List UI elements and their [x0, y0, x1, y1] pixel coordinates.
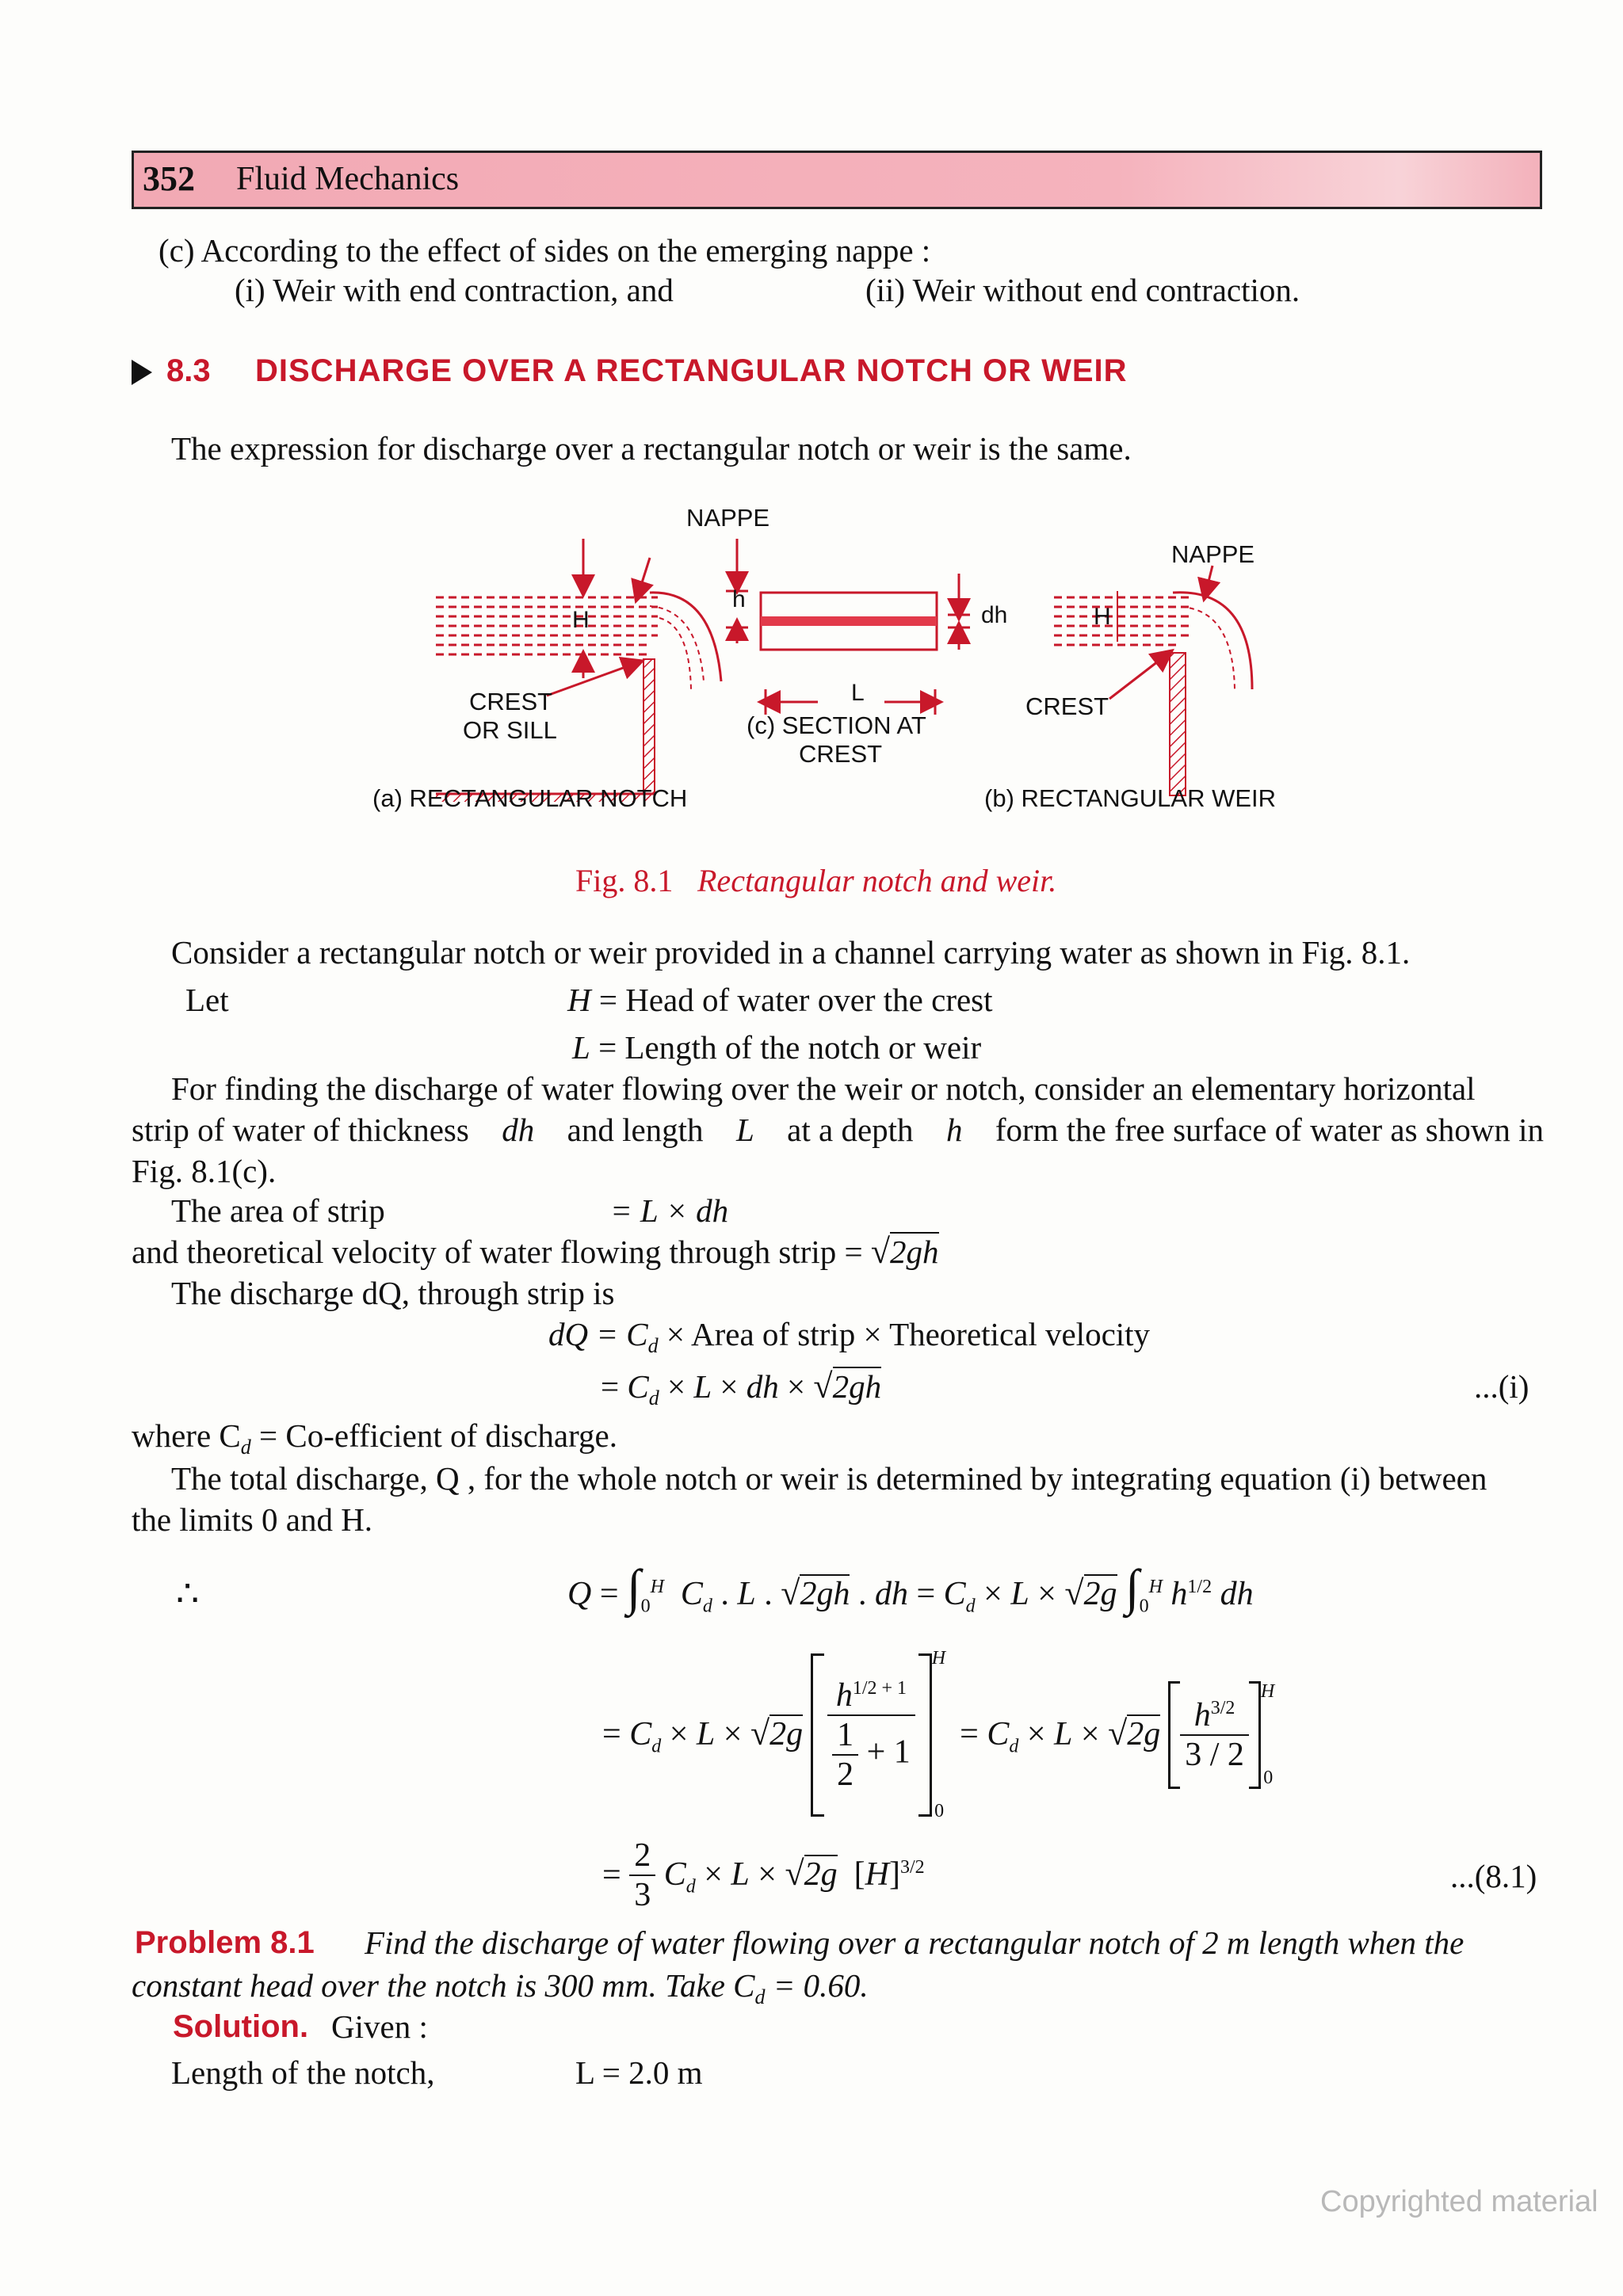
length-value: L = 2.0 m — [575, 2054, 703, 2091]
paragraph-1: Consider a rectangular notch or weir provided in a channel carrying water as shown in Fig. 8.1. — [171, 934, 1411, 971]
label-nappe-b: NAPPE — [1171, 540, 1255, 568]
notch-nappe-upper — [650, 593, 721, 681]
label-dh: dh — [981, 602, 1008, 628]
integral-equation-2: = $C_d \times L \times √2g$ $h^{1/2 + 1}$ $\frac{1}{2}$ + 1 H 0 = $C_d \times L \times √2g$ $\frac{h^{3/2}}{3 / 2}$ H 0 — [602, 1648, 1275, 1821]
section-strip — [761, 616, 937, 626]
label-h: h — [732, 586, 746, 612]
caption-b: (b) RECTANGULAR WEIR — [984, 784, 1277, 812]
let-label: Let — [185, 982, 229, 1018]
equation-8-1: = $\frac{2}{3}$ $C_d \times L \times √2g$ $[H]^{3/2}$ — [602, 1837, 925, 1913]
section-number: 8.3 — [166, 353, 211, 388]
weir-wall — [1170, 653, 1186, 795]
area-equation: = L × dh — [610, 1192, 729, 1229]
velocity-text: and theoretical velocity of water flowing through strip = — [132, 1234, 863, 1270]
equation-tag-8-1: ...(8.1) — [1450, 1858, 1537, 1894]
list-item-ii: (ii) Weir without end contraction. — [865, 272, 1300, 308]
where-rest: = Co-efficient of discharge. — [250, 1417, 617, 1454]
therefore-symbol: ∴ — [176, 1573, 200, 1614]
paragraph-2-line2: strip of water of thickness dh and length L at a depth h form the free surface of water as shown in — [132, 1112, 1544, 1148]
where-text: where C — [132, 1417, 241, 1454]
dq-equation-rhs: × Area of strip × Theoretical velocity — [658, 1316, 1151, 1352]
notch-wall — [643, 659, 655, 794]
problem-text-line2: constant head over the notch is 300 mm. Take C — [132, 1967, 755, 2004]
problem-label: Problem 8.1 — [135, 1925, 315, 1960]
label-or-sill: OR SILL — [463, 716, 557, 744]
problem-text-line1: Find the discharge of water flowing over a rectangular notch of 2 m length when the — [365, 1924, 1465, 1961]
solution-label: Solution. — [173, 2009, 309, 2044]
paragraph-2-line1: For finding the discharge of water flowing over the weir or notch, consider an elementary horizontal — [171, 1070, 1476, 1107]
page-number: 352 — [143, 159, 195, 198]
def-H: = Head of water over the crest — [598, 982, 993, 1018]
list-item-c: (c) According to the effect of sides on the emerging nappe : — [158, 232, 931, 269]
label-H-b: H — [1094, 604, 1111, 630]
section-title: DISCHARGE OVER A RECTANGULAR NOTCH OR WEIR — [255, 353, 1128, 388]
length-label: Length of the notch, — [171, 2054, 435, 2091]
label-H-a: H — [572, 607, 590, 633]
label-section-at: (c) SECTION AT — [747, 711, 926, 739]
section-triangle-icon — [132, 360, 152, 385]
intro-paragraph: The expression for discharge over a rectangular notch or weir is the same. — [171, 430, 1132, 467]
label-nappe-a: NAPPE — [686, 504, 770, 532]
notch-water — [436, 597, 658, 654]
total-discharge-line1: The total discharge, Q , for the whole notch or weir is determined by integrating equation (i) between — [171, 1460, 1487, 1497]
label-crest-a: CREST — [469, 688, 553, 715]
total-discharge-line2: the limits 0 and H. — [132, 1501, 373, 1538]
figure-caption-number: Fig. 8.1 — [575, 863, 674, 898]
running-title: Fluid Mechanics — [236, 161, 460, 197]
area-label: The area of strip — [171, 1192, 385, 1229]
copyright-watermark: Copyrighted material — [1320, 2185, 1598, 2218]
dq-equation-lhs: dQ = C — [548, 1316, 648, 1352]
label-L: L — [851, 680, 865, 706]
label-crest-b: CREST — [1025, 692, 1109, 720]
integral-equation-1: $Q = \int_0^H$ $C_d$ . L . √2gh . dh = $C_d \times L \times √2g$ $\int_0^H$ $h^{1/2}$ dh — [567, 1559, 1254, 1617]
discharge-text: The discharge dQ, through strip is — [171, 1275, 615, 1311]
caption-a: (a) RECTANGULAR NOTCH — [372, 784, 688, 812]
given-label: Given : — [331, 2008, 428, 2045]
list-item-i: (i) Weir with end contraction, and — [235, 272, 674, 308]
paragraph-2-line3: Fig. 8.1(c). — [132, 1153, 277, 1189]
label-section-crest: CREST — [799, 740, 883, 768]
equation-tag-i: ...(i) — [1474, 1368, 1529, 1405]
def-L: = Length of the notch or weir — [598, 1029, 982, 1066]
figure-caption-text: Rectangular notch and weir. — [697, 863, 1057, 898]
problem-text-line2-rest: = 0.60. — [765, 1967, 869, 2004]
